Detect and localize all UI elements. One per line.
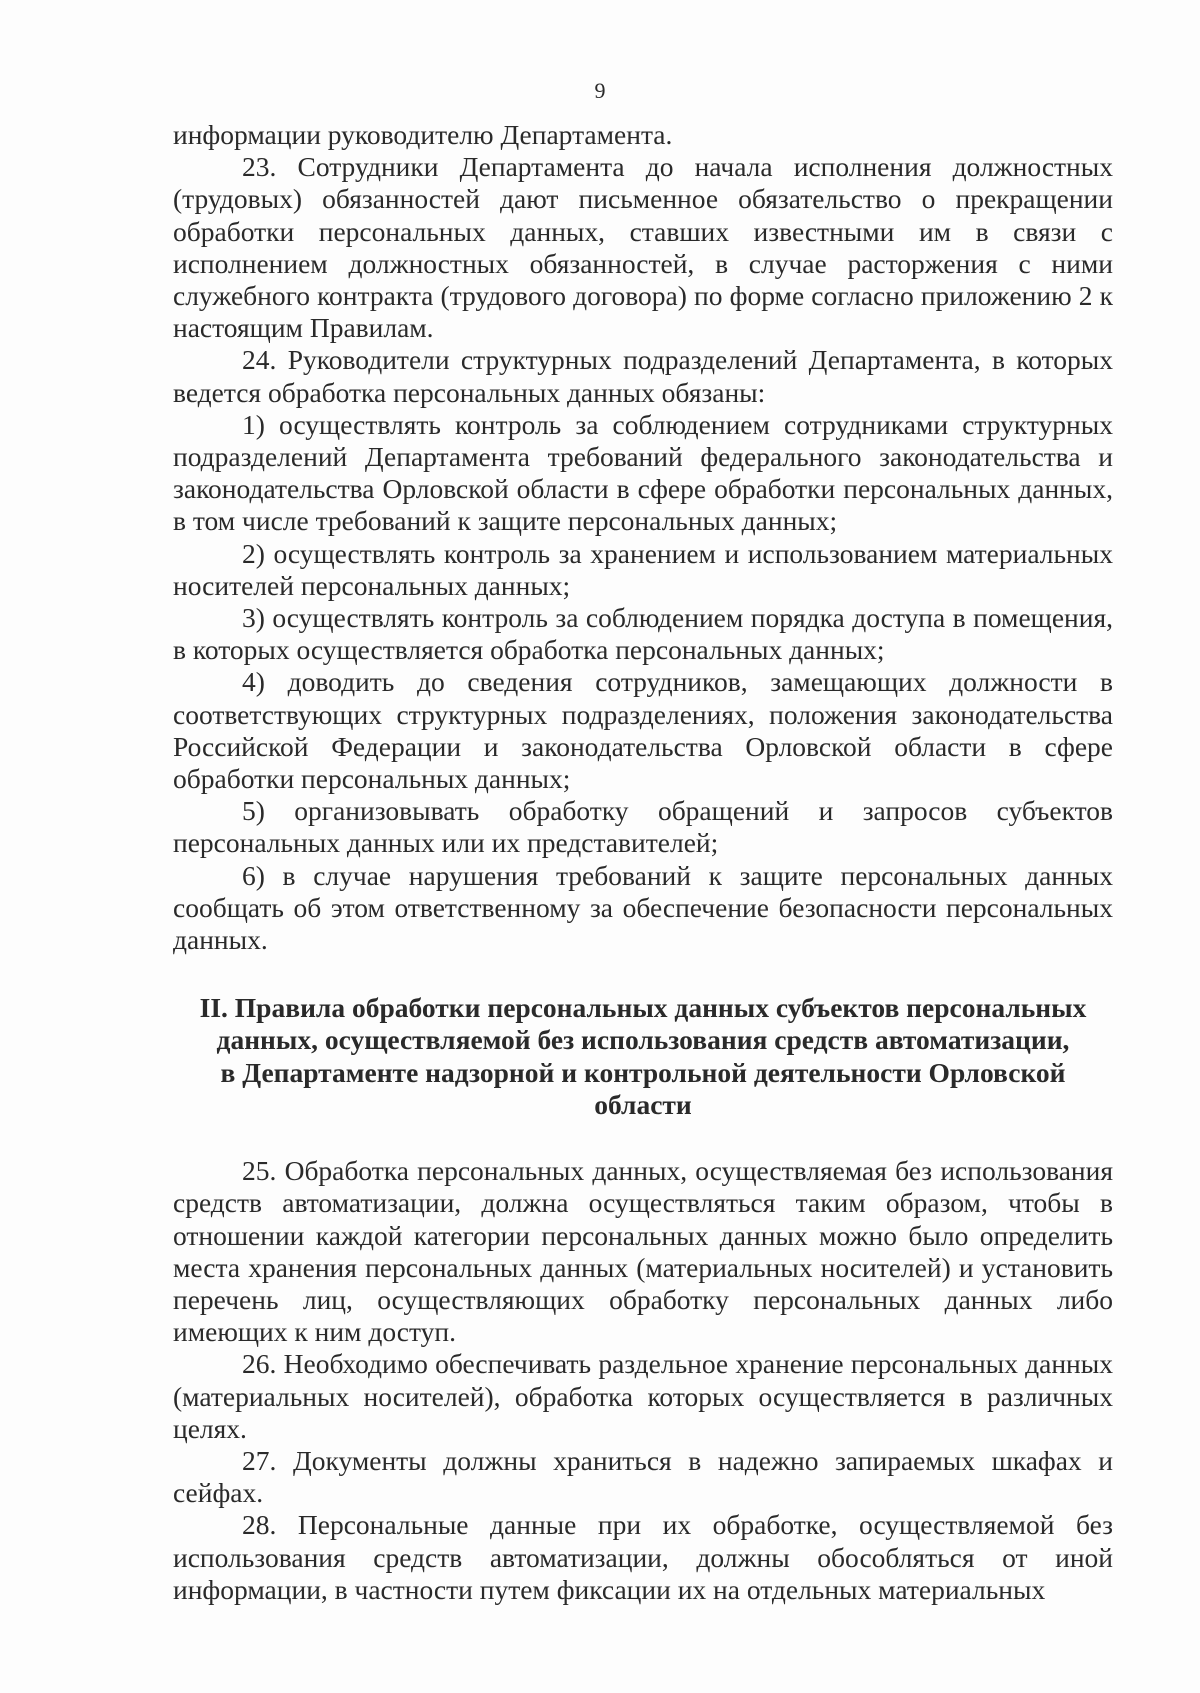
spacer (173, 956, 1113, 992)
paragraph-item-25: 25. Обработка персональных данных, осуществляемая без использования средств автоматизации, должна осуществляться таким образом, чтобы в отношении каждой категории персональных данных можно было определить места хранения персональных данных (материальных носителей) и установить перечень лиц, осуществляющих обработку персональных данных либо имеющих к ним доступ. (173, 1155, 1113, 1348)
subitem-5: 5) организовывать обработку обращений и запросов субъектов персональных данных или их представителей; (173, 795, 1113, 859)
paragraph-item-26: 26. Необходимо обеспечивать раздельное хранение персональных данных (материальных носителей), обработка которых осуществляется в различных целях. (173, 1348, 1113, 1444)
subitem-1: 1) осуществлять контроль за соблюдением сотрудниками структурных подразделений Департамента требований федерального законодательства и законодательства Орловской области в сфере обработки персональных данных, в том числе требований к защите персональных данных; (173, 408, 1113, 537)
paragraph-item-27: 27. Документы должны храниться в надежно запираемых шкафах и сейфах. (173, 1444, 1113, 1509)
section-heading-line-3: в Департаменте надзорной и контрольной деятельности Орловской области (220, 1056, 1066, 1120)
paragraph-item-24: 24. Руководители структурных подразделений Департамента, в которых ведется обработка персональных данных обязаны: (173, 344, 1113, 408)
page-number: 9 (594, 78, 606, 103)
section-heading-line-2: данных, осуществляемой без использования средств автоматизации, (216, 1024, 1070, 1056)
section-heading-line-1: II. Правила обработки персональных данных субъектов персональных (199, 992, 1087, 1024)
paragraph-top-0: информации руководителю Департамента. (173, 119, 673, 150)
spacer (173, 1121, 1113, 1155)
section-heading (173, 992, 1113, 1121)
subitem-3: 3) осуществлять контроль за соблюдением порядка доступа в помещения, в которых осуществляется обработка персональных данных; (173, 602, 1113, 666)
subitem-6: 6) в случае нарушения требований к защите персональных данных сообщать об этом ответственному за обеспечение безопасности персональных данных. (173, 859, 1113, 956)
subitem-2: 2) осуществлять контроль за хранением и использованием материальных носителей персональных данных; (173, 537, 1113, 601)
paragraph-item-23: 23. Сотрудники Департамента до начала исполнения должностных (трудовых) обязанностей дают письменное обязательство о прекращении обработки персональных данных, ставших известными им в связи с исполнением должностных обязанностей, в случае расторжения с ними служебного контракта (трудового договора) по форме согласно приложению 2 к настоящим Правилам. (173, 151, 1113, 344)
subitem-4: 4) доводить до сведения сотрудников, замещающих должности в соответствующих структурных подразделениях, положения законодательства Российской Федерации и законодательства Орловской области в сфере обработки персональных данных; (173, 666, 1113, 795)
paragraph-item-28: 28. Персональные данные при их обработке, осуществляемой без использования средств автоматизации, должны обособляться от иной информации, в частности путем фиксации их на отдельных материальных (173, 1509, 1113, 1605)
document-body (173, 119, 1113, 1606)
